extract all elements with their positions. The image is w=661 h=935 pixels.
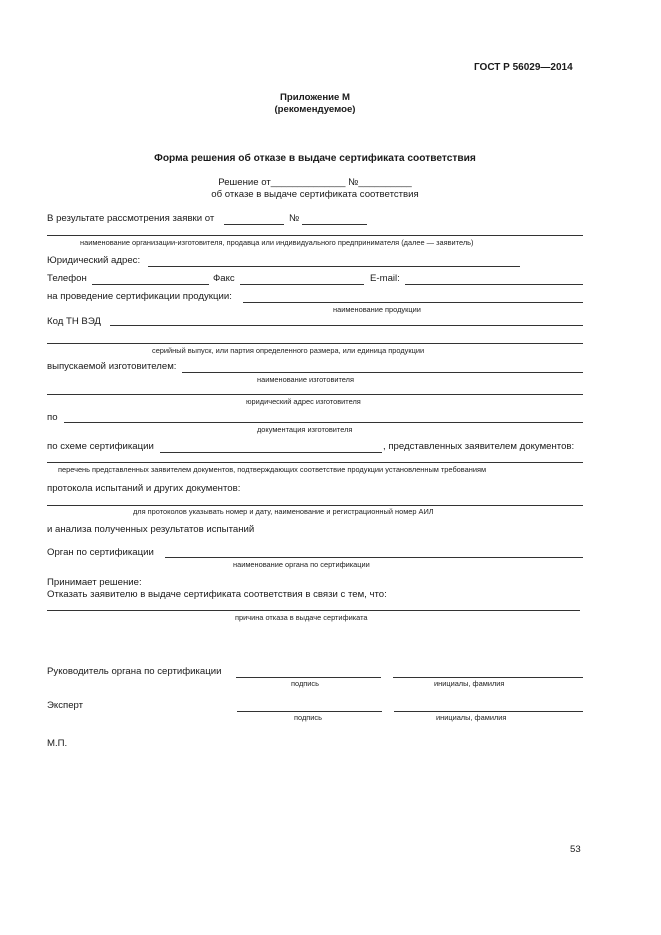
certification-label: на проведение сертификации продукции: [47,291,232,302]
seal-label: М.П. [47,738,68,749]
expert-signature-line [237,711,382,712]
body-label: Орган по сертификации [47,547,154,558]
head-signature-caption: подпись [291,679,319,688]
code-label: Код ТН ВЭД [47,316,101,327]
product-caption: наименование продукции [333,305,421,314]
body-line [165,557,583,558]
expert-initials-line [394,711,583,712]
head-label: Руководитель органа по сертификации [47,666,222,677]
decision-label: Принимает решение: [47,577,142,588]
product-line [243,302,583,303]
email-label: E-mail: [370,273,400,284]
head-initials-line [393,677,583,678]
decision-line: Решение от______________ №__________ [218,177,412,188]
page-number: 53 [570,844,581,855]
scheme-label: по схеме сертификации [47,441,154,452]
documents-line [47,462,583,463]
analysis-label: и анализа полученных результатов испытаний [47,524,255,535]
applicant-caption: наименование организации-изготовителя, продавца или индивидуального предпринимателя (далее — заявитель) [80,238,474,247]
protocols-caption: для протоколов указывать номер и дату, наименование и регистрационный номер АИЛ [133,507,434,516]
manufacturer-address-line [47,394,583,395]
review-number-line [302,224,367,225]
phone-label: Телефон [47,273,87,284]
documentation-caption: документация изготовителя [257,425,353,434]
phone-line [92,284,209,285]
manufacturer-line [182,372,583,373]
appendix-title: Приложение М [279,92,351,103]
expert-signature-caption: подпись [294,713,322,722]
documentation-line [64,422,583,423]
protocols-label: протокола испытаний и других документов: [47,483,241,494]
scheme-suffix: , представленных заявителем документов: [383,441,575,452]
reason-line [47,610,580,611]
protocols-line [47,505,583,506]
fax-label: Факс [213,273,235,284]
fax-line [240,284,364,285]
serial-caption: серийный выпуск, или партия определенного размера, или единица продукции [152,346,425,355]
by-label: по [47,412,58,423]
applicant-line [47,235,583,236]
head-initials-caption: инициалы, фамилия [434,679,505,688]
legal-address-line [148,266,520,267]
email-line [405,284,583,285]
serial-line [47,343,583,344]
decision-subtitle: об отказе в выдаче сертификата соответствия [211,189,419,200]
manufacturer-address-caption: юридический адрес изготовителя [246,397,361,406]
review-date-line [224,224,284,225]
reason-caption: причина отказа в выдаче сертификата [235,613,368,622]
code-line [110,325,583,326]
documents-caption: перечень представленных заявителем документов, подтверждающих соответствие продукции установленным требованиям [58,465,487,474]
legal-address-label: Юридический адрес: [47,255,141,266]
appendix-subtitle: (рекомендуемое) [274,104,356,115]
head-signature-line [236,677,381,678]
review-label: В результате рассмотрения заявки от [47,213,215,224]
scheme-line [160,452,382,453]
form-title: Форма решения об отказе в выдаче сертификата соответствия [154,153,476,164]
manufacturer-label: выпускаемой изготовителем: [47,361,177,372]
manufacturer-caption: наименование изготовителя [257,375,354,384]
expert-initials-caption: инициалы, фамилия [436,713,507,722]
number-label: № [289,213,300,224]
expert-label: Эксперт [47,700,84,711]
refuse-label: Отказать заявителю в выдаче сертификата соответствия в связи с тем, что: [47,589,387,600]
standard-number: ГОСТ Р 56029—2014 [474,62,573,73]
body-caption: наименование органа по сертификации [233,560,370,569]
